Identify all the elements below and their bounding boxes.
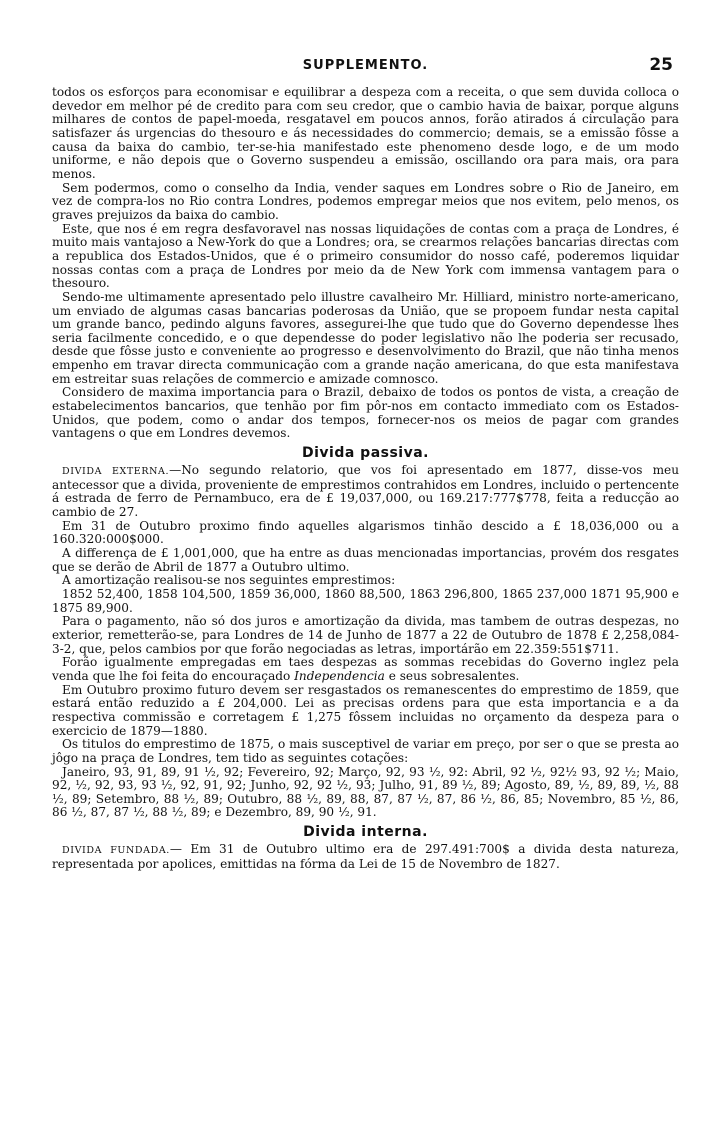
paragraph-text: Forão igualmente empregadas em taes despezas as sommas recebidas do Governo inglez pela venda que lhe foi feita do encouraçado xyxy=(52,655,679,683)
paragraph: 1852 52,400, 1858 104,500, 1859 36,000, 1860 88,500, 1863 296,800, 1865 237,000 1871 95,900 e 1875 89,900. xyxy=(52,586,679,615)
paragraph xyxy=(52,656,679,683)
paragraph: Este, que nos é em regra desfavoravel nas nossas liquidações de contas com a praça de Londres, é muito mais vantajoso a New-York do que a Londres; ora, se crearmos relações bancarias directas com a republica dos Estados-Unidos, que é o primeiro consumidor do nosso café, poderemos liquidar nossas contas com a praça de Londres por meio da de New York com immensa vantagem para o thesouro. xyxy=(52,221,679,291)
paragraph: Considero de maxima importancia para o Brazil, debaixo de todos os pontos de vista, a creação de estabelecimentos bancarios, que tenhão por fim pôr-nos em contacto immediato com os Estados-Unidos, que podem, como o andar dos tempos, fornecer-nos os meios de pagar com grandes vantagens o que em Londres devemos. xyxy=(52,385,679,441)
paragraph: A amortização realisou-se nos seguintes emprestimos: xyxy=(62,573,396,588)
body-text xyxy=(52,86,679,871)
paragraph-text: e seus sobresalentes. xyxy=(384,668,520,683)
paragraph: todos os esforços para economisar e equilibrar a despeza com a receita, o que sem duvida colloca o devedor em melhor pé de credito para com seu credor, que o cambio havia de baixar, porque alguns milhares de contos de papel-moeda, resgatavel em poucos annos, forão atirados á circulação para satisfazer ás urgencias do thesouro e ás necessidades do commercio; demais, se a emissão fôsse a causa da baixa do cambio, ter-se-hia manifestado este phenomeno desde logo, e de um modo uniforme, e não depois que o Governo suspendeu a emissão, oscillando ora para mais, ora para menos. xyxy=(52,85,679,181)
section-heading-divida-passiva: Divida passiva. xyxy=(301,445,429,462)
paragraph-text: —No segundo relatorio, que vos foi apresentado em 1877, disse-vos meu antecessor que a divida, proveniente de emprestimos contrahidos em Londres, incluido o pertencente á estrada de ferro de Pernambuco, era de £ 19,037,000, ou 169.217:777$778, feita a reducção ao cambio de 27. xyxy=(52,463,679,520)
paragraph: Sendo-me ultimamente apresentado pelo illustre cavalheiro Mr. Hilliard, ministro norte-americano, um enviado de algumas casas bancarias poderosas da União, que se propoem fundar nesta capital um grande banco, pedindo alguns favores, assegurei-lhe que tudo que do Governo dependesse lhes seria facilmente concedido, e o que dependesse do poder legislativo não lhe poderia ser recusado, desde que fôsse justo e conveniente ao progresso e desenvolvimento do Brazil, que não tinha menos empenho em travar directa communicação com a grande nação americana, do que esta manifestava em estreitar suas relações de commercio e amizade comnosco. xyxy=(52,289,679,386)
running-head: SUPPLEMENTO. xyxy=(302,58,429,73)
section-heading-divida-interna: Divida interna. xyxy=(303,824,428,841)
page-header xyxy=(52,55,679,82)
page-number: 25 xyxy=(649,55,673,75)
paragraph xyxy=(52,843,679,871)
paragraph: Em Outubro proximo futuro devem ser resgastados os remanescentes do emprestimo de 1859, que estará então reduzido a £ 204,000. Lei as precisas ordens para que esta importancia e a da respectiva commissão e corretagem £ 1,275 fôssem incluidas no orçamento da despeza para o exercicio de 1879—1880. xyxy=(52,682,679,738)
quotations-list: Janeiro, 93, 91, 89, 91 ½, 92; Fevereiro, 92; Março, 92, 93 ½, 92: Abril, 92 ½, 92½ 93, 92 ½; Maio, 92, ½, 92, 93, 93 ½, 92, 91, 92; Junho, 92, 92 ½, 93; Julho, 91, 89 ½, 89; Agosto, 89, ½, 89, 89, ½, 88 ½, 89; Setembro, 88 ½, 89; Outubro, 88 ½, 89, 88, 87, 87 ½, 87, 86 ½, 86, 85; Novembro, 85 ½, 86, 86 ½, 87, 87 ½, 88 ½, 89; e Dezembro, 89, 90 ½, 91. xyxy=(52,764,679,820)
paragraph: Sem podermos, como o conselho da India, vender saques em Londres sobre o Rio de Janeiro, em vez de compra-los no Rio contra Londres, podemos empregar meios que nos evitem, pelo menos, os graves prejuizos da baixa do cambio. xyxy=(52,180,679,222)
paragraph: Em 31 de Outubro proximo findo aquelles algarismos tinhão descido a £ 18,036,000 ou a 160.320:000$000. xyxy=(52,518,679,547)
paragraph-text: — Em 31 de Outubro ultimo era de 297.491:700$ a divida desta natureza, representada por apolices, emittidas na fórma da Lei de 15 de Novembro de 1827. xyxy=(52,842,679,871)
ship-name: Independencia xyxy=(294,668,385,683)
paragraph: A differença de £ 1,001,000, que ha entre as duas mencionadas importancias, provém dos resgates que se derão de Abril de 1877 a Outubro ultimo. xyxy=(52,546,679,574)
subsection-label-divida-externa: DIVIDA EXTERNA. xyxy=(62,466,170,478)
paragraph xyxy=(52,464,679,520)
paragraph: Os titulos do emprestimo de 1875, o mais susceptivel de variar em preço, por ser o que se presta ao jôgo na praça de Londres, tem tido as seguintes cotações: xyxy=(52,737,679,765)
paragraph: Para o pagamento, não só dos juros e amortização da divida, mas tambem de outras despezas, no exterior, remetterão-se, para Londres de 14 de Junho de 1877 a 22 de Outubro de 1878 £ 2,258,084-3-2, que, pelos cambios por que forão negociadas as letras, importárão em 22.359:551$711. xyxy=(52,614,679,656)
subsection-label-divida-fundada: DIVIDA FUNDADA. xyxy=(62,845,170,857)
